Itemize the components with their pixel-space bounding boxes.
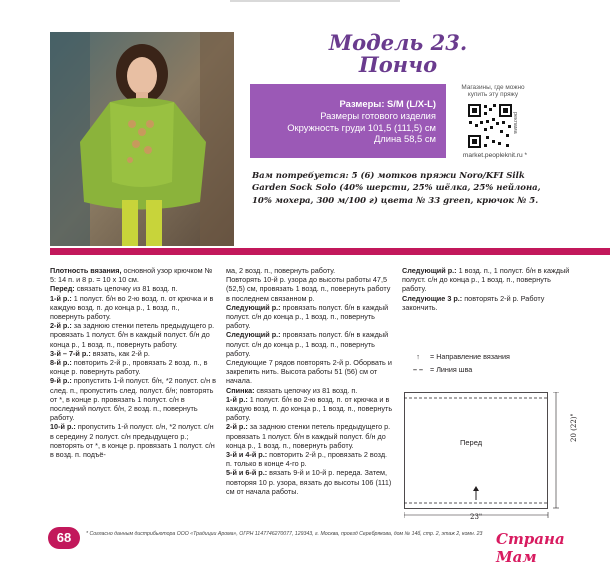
- step-text: ма, 2 возд. п., повернуть работу.: [226, 266, 336, 275]
- step-text: за заднюю стенки петель предыдущего р. провязать 1 полуст. б/н в каждый полуст. б/н до конца р., 1 возд. п., повернуть работу.: [226, 422, 391, 450]
- step-label: 3-й – 7-й р.:: [50, 348, 91, 358]
- sizes-line: Размеры: S/M (L/X-L): [339, 98, 436, 109]
- legend-direction-text: = Направление вязания: [430, 352, 510, 361]
- step-text: основной узор крючком № 5: 14 п. и 8 р. = 10 х 10 см.: [50, 266, 213, 285]
- step-text: провязать полуст. б/н в каждый полуст. с/н до конца р., 1 возд. п., повернуть работу.: [226, 330, 389, 358]
- model-photo: [50, 32, 234, 246]
- model-title: [318, 32, 478, 76]
- front-schematic: [404, 392, 564, 522]
- step-text: повторить 2-й р., провязать 2 возд. п. только в конце 4-го р.: [226, 450, 388, 469]
- step-text: 1 полуст. б/н во 2-ю возд. п. от крючка и в каждую возд. п. до конца р., 1 возд. п., повернуть работу.: [50, 293, 214, 322]
- paragraph: [226, 422, 394, 450]
- step-text: пропустить 1-й полуст. с/н, *2 полуст. с/н в середину 2 полуст. с/н предыдущего р.; повторять от *, в конце р. провязать 1 полуст. с/н в возд. п. подъё-: [50, 422, 215, 460]
- step-text: 1 возд. п., 1 полуст. б/н в каждый полуст. с/н до конца р., 1 возд. п., повернуть работу.: [402, 266, 570, 294]
- paragraph: [50, 266, 216, 284]
- step-text: повторить 2-й р., провязать 2 возд. п., в конце р. повернуть работу.: [50, 358, 208, 377]
- paragraph: [50, 294, 216, 322]
- step-label: 5-й и 6-й р.:: [226, 468, 268, 478]
- arrow-up-icon: ↑: [416, 352, 420, 361]
- page-number: 68: [48, 527, 80, 549]
- bust-circumference: Окружность груди 101,5 (111,5) см: [287, 121, 436, 133]
- paragraph: [226, 358, 394, 386]
- instructions-column-2: [226, 266, 394, 496]
- step-text: вязать, как 2-й р.: [90, 348, 150, 358]
- step-label: Перед:: [50, 284, 75, 294]
- step-text: за заднюю стенки петель предыдущего р. провязать 1 полуст. б/н в каждый полуст. б/н до конца р., 1 возд. п., повернуть работу.: [50, 321, 215, 349]
- model-title-name: Пончо: [358, 52, 438, 77]
- step-label: 1-й р.:: [50, 293, 72, 303]
- materials-text: Вам потребуется: 5 (6) мотков пряжи Noro/KFI Silk Garden Sock Solo (40% шерсти, 25% шёлка, 25% нейлона, 10% мохера, 300 м/100 г) цвета № 33 green, крючок № 5.: [252, 171, 541, 206]
- instructions-column-3: [402, 266, 576, 312]
- step-label: Следующий р.:: [226, 302, 281, 312]
- paragraph: [402, 266, 576, 294]
- paragraph: [50, 358, 216, 376]
- legend-seam: [408, 363, 510, 376]
- step-label: 9-й р.:: [50, 376, 72, 386]
- finished-sizes-heading: Размеры готового изделия: [320, 109, 436, 121]
- step-label: 3-й и 4-й р.:: [226, 450, 268, 460]
- legend: [408, 350, 510, 376]
- ad-marker: реклама: [512, 112, 518, 134]
- legend-direction: [408, 350, 510, 363]
- sizes-box: [250, 84, 446, 158]
- paragraph: [50, 422, 216, 459]
- step-text: Повторять 10-й р. узора до высоты работы 47,5 (52,5) см, провязать 1 возд. п., повернуть работу в последнем связанном р.: [226, 275, 391, 303]
- paragraph: [226, 275, 394, 303]
- paragraph: [402, 294, 576, 312]
- step-label: 8-й р.:: [50, 358, 72, 368]
- step-label: 1-й р.:: [226, 394, 248, 404]
- paragraph: [50, 284, 216, 293]
- step-label: 10-й р.:: [50, 422, 76, 432]
- front-label: Перед: [460, 438, 483, 447]
- market-url[interactable]: market.peopleknit.ru *: [462, 152, 528, 159]
- market-label: Магазины, где можно купить эту пряжу: [461, 84, 525, 99]
- step-text: связать цепочку из 81 возд. п.: [254, 385, 358, 395]
- step-text: повторять 2-й р. Работу закончить.: [402, 293, 545, 312]
- site-watermark: Страна Мам: [496, 530, 565, 566]
- step-label: 2-й р.:: [226, 422, 248, 432]
- step-label: Спинка:: [226, 385, 255, 395]
- step-label: Следующий р.:: [226, 330, 281, 340]
- step-text: вязать 9-й и 10-й р. переда. Затем, повторяя 10 р. узора, вязать до высоты 106 (111) см от начала работы.: [226, 468, 392, 496]
- step-label: Следующие 3 р.:: [402, 293, 463, 303]
- step-text: связать цепочку из 81 возд. п.: [74, 284, 178, 294]
- paragraph: [50, 321, 216, 349]
- instructions-column-1: [50, 266, 216, 459]
- step-label: Следующий р.:: [402, 266, 457, 275]
- top-rule: [230, 0, 400, 2]
- paragraph: [226, 468, 394, 496]
- width-dimension: 23": [470, 513, 483, 521]
- paragraph: [226, 330, 394, 358]
- garment-length: Длина 58,5 см: [373, 133, 436, 145]
- paragraph: [226, 395, 394, 423]
- qr-code-icon[interactable]: [466, 102, 514, 150]
- paragraph: [226, 303, 394, 331]
- height-dimension: 20 (22)": [570, 413, 578, 442]
- model-title-number: Модель 23.: [328, 30, 468, 55]
- step-text: провязать полуст. б/н в каждый полуст. с/н до конца р., 1 возд. п., повернуть работу.: [226, 302, 389, 331]
- paragraph: [226, 266, 394, 275]
- step-label: Плотность вязания,: [50, 266, 122, 275]
- legend-seam-text: = Линия шва: [430, 365, 473, 374]
- step-text: 1 полуст. б/н во 2-ю возд. п. от крючка и в каждую возд. п. до конца р., 1 возд. п., повернуть работу.: [226, 394, 393, 423]
- paragraph: [226, 450, 394, 468]
- footnote: * Согласно данным дистрибьютора ООО «Традиции Арома», ОГРН 1147746270077, 129343, г. Москва, проезд Серебрякова, дом № 14б, стр. 2, этаж 2, комн. 23: [86, 531, 483, 537]
- section-divider: [50, 248, 610, 255]
- step-label: 2-й р.:: [50, 321, 72, 331]
- step-text: пропустить 1-й полуст. б/н, *2 полуст. с/н в след. п., пропустить след. полуст. б/н; повторять от *, в конце р. провязать 1 полуст. с/н в последний полуст. б/н, 2 возд. п., повернуть работу.: [50, 376, 216, 423]
- paragraph: [50, 349, 216, 358]
- step-text: Следующие 7 рядов повторять 2-й р. Оборвать и закрепить нить. Высота работы 51 (56) см от начала.: [226, 358, 392, 386]
- model-photo-illustration: [50, 32, 234, 246]
- dashed-line-icon: – –: [413, 365, 423, 374]
- paragraph: [226, 386, 394, 395]
- paragraph: [50, 376, 216, 422]
